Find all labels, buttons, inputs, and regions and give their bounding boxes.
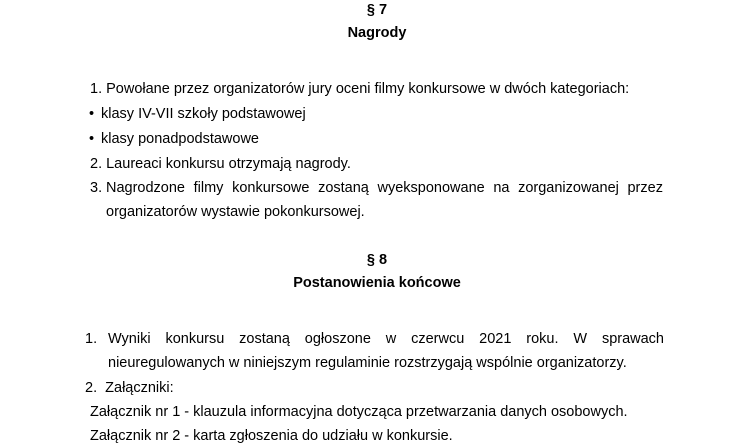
annex-2: Załącznik nr 2 - karta zgłoszenia do udziału w konkursie. — [90, 428, 453, 444]
section-8-item-2: 2. Załączniki: — [85, 380, 174, 396]
word: sprawach — [601, 331, 664, 347]
word: Nagrodzone — [106, 180, 185, 196]
section-7-item-1: 1. Powołane przez organizatorów jury oceni filmy konkursowe w dwóch kategoriach: — [90, 81, 630, 97]
section-8-symbol: § 8 — [366, 252, 388, 268]
section-8-item-1-number: 1. — [85, 331, 98, 347]
word: roku. — [526, 331, 559, 347]
word: W — [573, 331, 588, 347]
bullet-2-marker: • — [89, 131, 95, 147]
word: czerwcu — [411, 331, 465, 347]
word: filmy — [193, 180, 224, 196]
word: zorganizowanej — [518, 180, 619, 196]
annex-1: Załącznik nr 1 - klauzula informacyjna dotycząca przetwarzania danych osobowych. — [90, 404, 628, 420]
word: na — [493, 180, 510, 196]
section-7-title: Nagrody — [347, 25, 407, 41]
section-8-title: Postanowienia końcowe — [293, 275, 461, 291]
section-8-item-1-line-1 — [108, 332, 664, 347]
word: ogłoszone — [304, 331, 371, 347]
bullet-item-1: klasy IV-VII szkoły podstawowej — [101, 106, 306, 122]
word: zostaną — [239, 331, 290, 347]
bullet-1-marker: • — [89, 106, 95, 122]
section-7-item-3-number: 3. — [90, 180, 103, 196]
word: wyeksponowane — [377, 180, 485, 196]
word: konkursowe — [232, 180, 310, 196]
section-7-item-3-line-2: organizatorów wystawie pokonkursowej. — [106, 204, 365, 220]
bullet-item-2: klasy ponadpodstawowe — [101, 131, 259, 147]
word: przez — [627, 180, 663, 196]
word: konkursu — [165, 331, 225, 347]
word: 2021 — [479, 331, 512, 347]
word: Wyniki — [108, 331, 151, 347]
section-8-item-1-line-2: nieuregulowanych w niniejszym regulaminie rozstrzygają wspólnie organizatorzy. — [108, 355, 627, 371]
word: zostaną — [318, 180, 369, 196]
word: w — [385, 331, 397, 347]
section-7-item-2: 2. Laureaci konkursu otrzymają nagrody. — [90, 156, 351, 172]
section-7-symbol: § 7 — [366, 2, 388, 18]
section-7-item-3-line-1 — [106, 181, 663, 196]
